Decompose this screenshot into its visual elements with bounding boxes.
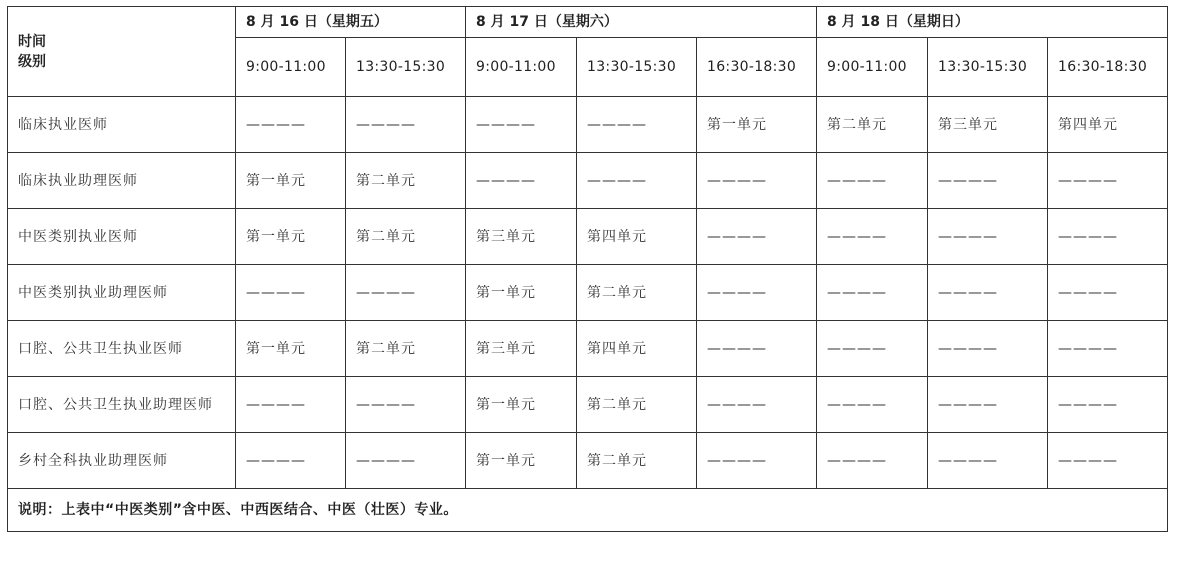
table-row xyxy=(8,377,1168,433)
schedule-cell: 第一单元 xyxy=(236,153,346,209)
schedule-cell: 第二单元 xyxy=(817,97,928,153)
table-row xyxy=(8,209,1168,265)
schedule-cell: ———— xyxy=(817,209,928,265)
time-slot-header: 13:30-15:30 xyxy=(577,38,697,97)
schedule-cell: 第一单元 xyxy=(466,377,577,433)
date-header-aug16: 8 月 16 日（星期五） xyxy=(236,7,466,38)
schedule-cell: 第二单元 xyxy=(577,377,697,433)
time-slot-header: 9:00-11:00 xyxy=(466,38,577,97)
schedule-cell: ———— xyxy=(346,97,466,153)
schedule-cell: ———— xyxy=(817,265,928,321)
schedule-cell: ———— xyxy=(928,321,1048,377)
schedule-cell: ———— xyxy=(236,97,346,153)
row-label: 乡村全科执业助理医师 xyxy=(8,433,236,489)
table-row xyxy=(8,433,1168,489)
schedule-cell: 第一单元 xyxy=(466,433,577,489)
schedule-cell: ———— xyxy=(1048,377,1168,433)
schedule-cell: ———— xyxy=(466,153,577,209)
row-label: 中医类别执业助理医师 xyxy=(8,265,236,321)
schedule-cell: ———— xyxy=(346,377,466,433)
table-row xyxy=(8,97,1168,153)
row-label: 口腔、公共卫生执业医师 xyxy=(8,321,236,377)
header-corner xyxy=(8,7,236,97)
schedule-cell: ———— xyxy=(928,209,1048,265)
time-slot-header: 9:00-11:00 xyxy=(236,38,346,97)
schedule-cell: ———— xyxy=(817,321,928,377)
schedule-cell: ———— xyxy=(697,153,817,209)
schedule-cell: ———— xyxy=(817,377,928,433)
schedule-cell: 第三单元 xyxy=(466,209,577,265)
schedule-cell: ———— xyxy=(346,433,466,489)
time-slot-header: 13:30-15:30 xyxy=(346,38,466,97)
schedule-cell: ———— xyxy=(346,265,466,321)
row-label: 临床执业助理医师 xyxy=(8,153,236,209)
schedule-cell: 第四单元 xyxy=(577,209,697,265)
schedule-cell: 第一单元 xyxy=(697,97,817,153)
table-row xyxy=(8,153,1168,209)
table-note: 说明：上表中“中医类别”含中医、中西医结合、中医（壮医）专业。 xyxy=(8,489,1168,532)
schedule-cell: 第一单元 xyxy=(466,265,577,321)
schedule-cell: 第二单元 xyxy=(577,433,697,489)
row-label: 临床执业医师 xyxy=(8,97,236,153)
time-slot-header: 16:30-18:30 xyxy=(697,38,817,97)
schedule-cell: 第三单元 xyxy=(928,97,1048,153)
schedule-cell: 第三单元 xyxy=(466,321,577,377)
schedule-cell: ———— xyxy=(1048,153,1168,209)
schedule-cell: 第二单元 xyxy=(346,153,466,209)
schedule-cell: ———— xyxy=(577,153,697,209)
schedule-cell: 第四单元 xyxy=(577,321,697,377)
table-row xyxy=(8,265,1168,321)
date-header-aug18: 8 月 18 日（星期日） xyxy=(817,7,1168,38)
schedule-cell: ———— xyxy=(1048,433,1168,489)
schedule-cell: ———— xyxy=(928,153,1048,209)
table-row xyxy=(8,321,1168,377)
schedule-cell: ———— xyxy=(697,377,817,433)
schedule-cell: ———— xyxy=(236,377,346,433)
schedule-cell: ———— xyxy=(1048,265,1168,321)
schedule-cell: ———— xyxy=(697,209,817,265)
schedule-cell: ———— xyxy=(697,265,817,321)
schedule-cell: 第一单元 xyxy=(236,209,346,265)
schedule-cell: 第四单元 xyxy=(1048,97,1168,153)
schedule-cell: ———— xyxy=(697,433,817,489)
time-slot-header: 16:30-18:30 xyxy=(1048,38,1168,97)
date-header-aug17: 8 月 17 日（星期六） xyxy=(466,7,817,38)
schedule-cell: ———— xyxy=(1048,321,1168,377)
schedule-cell: 第二单元 xyxy=(346,321,466,377)
row-label: 中医类别执业医师 xyxy=(8,209,236,265)
schedule-cell: ———— xyxy=(1048,209,1168,265)
schedule-cell: 第二单元 xyxy=(346,209,466,265)
schedule-cell: ———— xyxy=(928,433,1048,489)
schedule-cell: 第一单元 xyxy=(236,321,346,377)
schedule-cell: ———— xyxy=(817,153,928,209)
row-label: 口腔、公共卫生执业助理医师 xyxy=(8,377,236,433)
schedule-cell: ———— xyxy=(928,265,1048,321)
schedule-cell: ———— xyxy=(928,377,1048,433)
schedule-cell: ———— xyxy=(466,97,577,153)
exam-schedule-table xyxy=(7,6,1168,532)
corner-time-label: 时间 xyxy=(18,33,46,50)
schedule-cell: ———— xyxy=(236,433,346,489)
schedule-cell: ———— xyxy=(817,433,928,489)
time-slot-header: 9:00-11:00 xyxy=(817,38,928,97)
schedule-cell: ———— xyxy=(697,321,817,377)
schedule-cell: ———— xyxy=(236,265,346,321)
schedule-cell: 第二单元 xyxy=(577,265,697,321)
time-slot-header: 13:30-15:30 xyxy=(928,38,1048,97)
schedule-cell: ———— xyxy=(577,97,697,153)
corner-level-label: 级别 xyxy=(18,53,46,70)
